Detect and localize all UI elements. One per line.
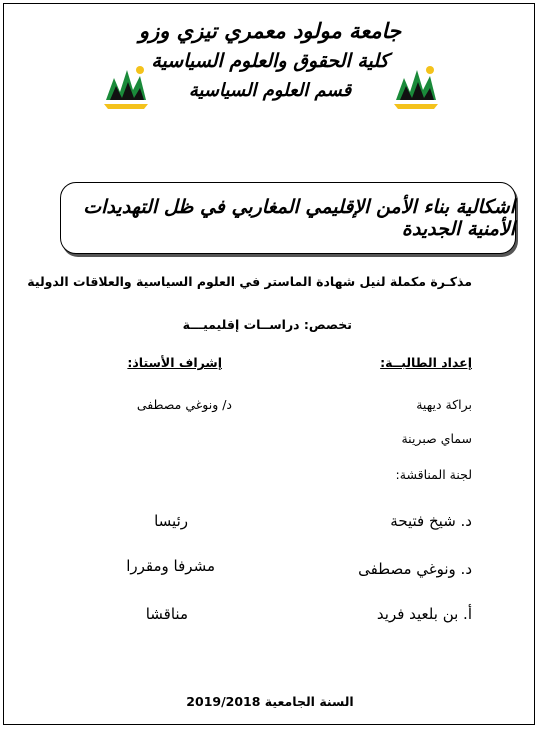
committee-member-name: د. ونوغي مصطفى — [358, 560, 472, 578]
faculty-name: كلية الحقوق والعلوم السياسية — [151, 50, 389, 72]
supervisor-label: إشراف الأستاذ: — [127, 355, 222, 370]
department-name: قسم العلوم السياسية — [188, 80, 352, 101]
student-name: براكة ديهية — [416, 397, 472, 412]
university-logo-left — [100, 60, 152, 112]
committee-member-name: د. شيخ فتيحة — [390, 512, 472, 530]
committee-member-name: أ. بن بلعيد فريد — [376, 605, 472, 623]
thesis-subtitle: مذكـرة مكملة لنيل شهادة الماستر في العلوم السياسية والعلاقات الدولية — [27, 274, 472, 289]
supervisor-name: د/ ونوغي مصطفى — [136, 397, 232, 412]
specialization: تخصص: دراســات إقليميـــة — [182, 317, 352, 332]
committee-member-role: رئيسا — [154, 512, 188, 530]
university-logo-right — [390, 60, 442, 112]
committee-member-role: مناقشا — [145, 605, 188, 623]
student-name: سماي صبرينة — [401, 431, 472, 446]
university-name: جامعة مولود معمري تيزي وزو — [138, 18, 402, 43]
academic-year: السنة الجامعية 2019/2018 — [186, 694, 354, 709]
committee-label: لجنة المناقشة: — [395, 467, 472, 482]
thesis-title: اشكالية بناء الأمن الإقليمي المغاربي في ظل التهديدات الأمنية الجديدة — [83, 196, 515, 240]
committee-member-role: مشرفا ومقررا — [126, 557, 215, 575]
thesis-title-box — [60, 182, 516, 254]
prepared-by-label: إعداد الطالبــة: — [380, 355, 472, 370]
